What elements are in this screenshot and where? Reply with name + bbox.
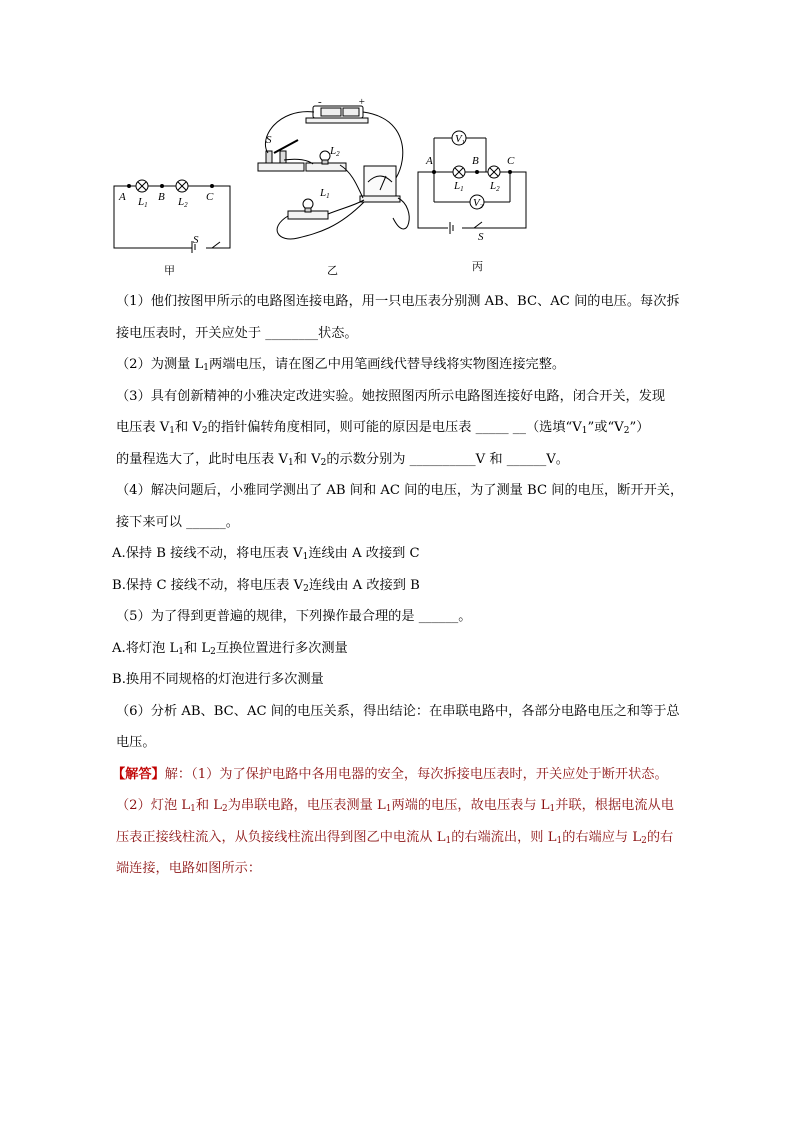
q4-line1: （4）解决问题后，小雅同学测出了 AB 间和 AC 间的电压，为了测量 BC 间的电压，断开开关， bbox=[116, 483, 684, 498]
bing-label-c: C bbox=[507, 155, 515, 167]
figure-bing bbox=[418, 131, 526, 234]
answer-line2: （2）灯泡 $L_1$和 $L_2$为串联电路，电压表测量 $L_1$两端的电压，故电压表与 $L_1$并联，根据电流从电 bbox=[116, 798, 674, 814]
q1-line1: （1）他们按图甲所示的电路图连接电路，用一只电压表分别测 AB、BC、AC 间的电压。每次拆 bbox=[116, 294, 680, 309]
bing-label-l2: L2 bbox=[490, 180, 500, 193]
jia-label-l2: L2 bbox=[178, 196, 188, 209]
jia-label-l1: L1 bbox=[138, 196, 148, 209]
circuit-diagrams-svg bbox=[108, 98, 528, 280]
bing-label-l1: L1 bbox=[454, 180, 464, 193]
circuit-figures bbox=[108, 98, 528, 280]
figure-yi bbox=[258, 106, 409, 239]
yi-label-l2: L2 bbox=[330, 145, 340, 158]
q1-line2: 接电压表时，开关应处于 ________状态。 bbox=[116, 325, 358, 341]
jia-label-c: C bbox=[206, 191, 214, 203]
q5-option-b: B.换用不同规格的灯泡进行多次测量 bbox=[112, 672, 324, 687]
bing-v2-label: V2 bbox=[473, 197, 483, 210]
q6-line2: 电压。 bbox=[116, 735, 156, 750]
jia-label-b: B bbox=[158, 191, 165, 203]
answer-line1: 【解答】解：（1）为了保护电路中各用电器的安全，每次拆接电压表时，开关应处于断开状态。 bbox=[112, 766, 668, 782]
yi-label-minus: - bbox=[318, 98, 322, 108]
q3-line3: 的量程选大了，此时电压表 $V_1$和 $V_2$的示数分别为 __________V 和 ______V。 bbox=[116, 451, 569, 468]
yi-label-s: S bbox=[266, 134, 272, 146]
answer-line4: 端连接，电路如图所示： bbox=[116, 861, 262, 876]
q5-line: （5）为了得到更普遍的规律，下列操作最合理的是 ______。 bbox=[116, 609, 472, 624]
answer-tag: 【解答】 bbox=[112, 766, 165, 782]
question-text bbox=[112, 286, 716, 885]
q4-option-b: B.保持 C 接线不动，将电压表 $V_2$连线由 A 改接到 B bbox=[112, 577, 420, 594]
jia-label-a: A bbox=[119, 191, 126, 203]
bing-label-b: B bbox=[472, 155, 479, 167]
yi-label-plus: + bbox=[358, 98, 366, 108]
q4-option-a: A.保持 B 接线不动，将电压表 $V_1$连线由 A 改接到 C bbox=[112, 546, 420, 562]
answer-line3: 压表正接线柱流入，从负接线柱流出得到图乙中电流从 $L_1$的右端流出，则 $L_1$的右端应与 $L_2$的右 bbox=[116, 829, 674, 846]
bing-label-s: S bbox=[478, 231, 484, 243]
q2-line: （2）为测量 $L_1$两端电压，请在图乙中用笔画线代替导线将实物图连接完整。 bbox=[116, 357, 566, 373]
bing-label-a: A bbox=[426, 155, 433, 167]
yi-caption: 乙 bbox=[327, 264, 338, 277]
yi-label-l1: L1 bbox=[320, 187, 330, 200]
bing-caption: 丙 bbox=[472, 260, 483, 273]
q5-option-a: A.将灯泡 $L_1$和 $L_2$互换位置进行多次测量 bbox=[112, 640, 348, 657]
jia-caption: 甲 bbox=[164, 264, 175, 277]
q6-line1: （6）分析 AB、BC、AC 间的电压关系，得出结论：在串联电路中，各部分电路电压之和等于总 bbox=[116, 703, 680, 719]
jia-label-s: S bbox=[193, 234, 199, 246]
q4-line2: 接下来可以 ______。 bbox=[116, 514, 239, 530]
q3-line2: 电压表 $V_1$和 $V_2$的指针偏转角度相同，则可能的原因是电压表 _____ __（选填“$V_1$”或“$V_2$”） bbox=[116, 420, 650, 436]
bing-v1-label: V1 bbox=[455, 133, 465, 146]
q3-line1: （3）具有创新精神的小雅决定改进实验。她按照图丙所示电路图连接好电路，闭合开关，发现 bbox=[116, 388, 666, 404]
